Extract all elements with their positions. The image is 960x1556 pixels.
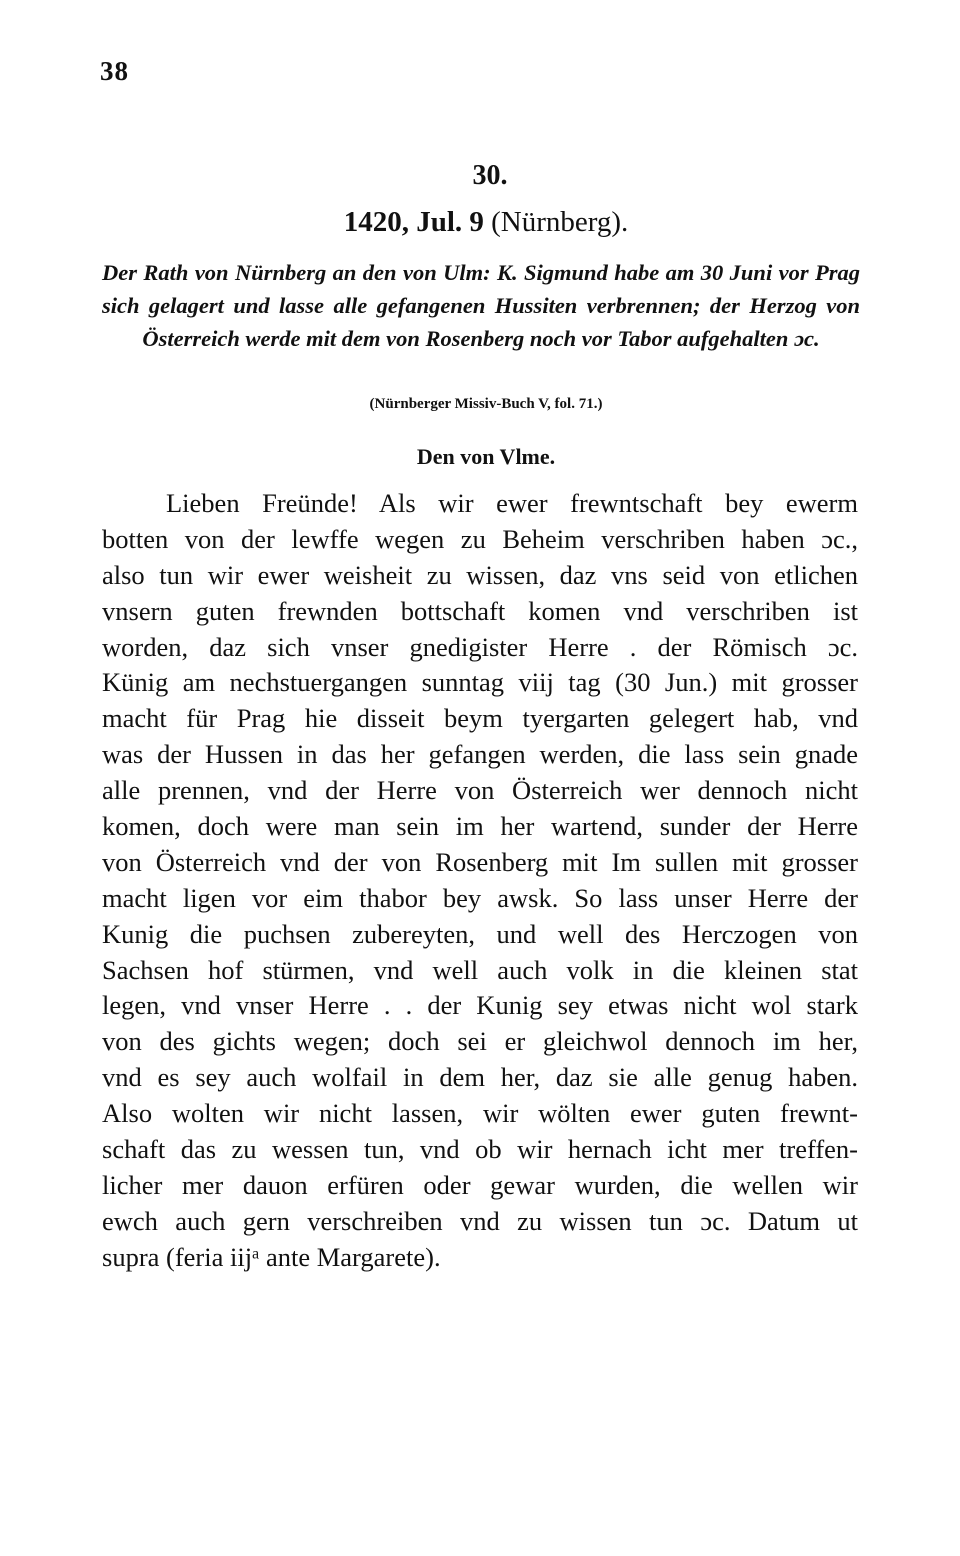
body-line: von des gichts wegen; doch sei er gleichwol dennoch im her,	[102, 1026, 858, 1057]
body-line: schaft das zu wessen tun, vnd ob wir hernach icht mer treffen-	[102, 1134, 858, 1165]
source-citation: (Nürnberger Missiv-Buch V, fol. 71.)	[369, 396, 603, 412]
body-line: Sachsen hof stürmen, vnd well auch volk in die kleinen stat	[102, 954, 858, 985]
document-number: 30.	[472, 160, 508, 191]
body-line: Kunig die puchsen zubereyten, und well des Herczogen von	[102, 918, 858, 949]
body-line: macht für Prag hie disseit beym tyergarten gelegert hab, vnd	[102, 703, 858, 734]
body-line: vnsern guten frewnden bottschaft komen vnd verschriben ist	[102, 595, 858, 626]
body-line: Also wolten wir nicht lassen, wir wölten ewer guten frewnt-	[102, 1098, 858, 1129]
date-text: 1420, Jul. 9	[343, 206, 484, 238]
date-heading	[0, 206, 960, 239]
body-line: macht ligen vor eim thabor bey awsk. So lass unser Herre der	[102, 882, 858, 913]
body-line: supra (feria iijᵃ ante Margarete).	[102, 1241, 441, 1272]
summary-abstract: Der Rath von Nürnberg an den von Ulm: K. Sigmund habe am 30 Juni vor Prag sich gelagert und lasse alle gefangenen Hussiten verbrennen; der Herzog von Österreich werde mit dem von Rosenberg noch vor Tabor aufgehalten ɔc.	[102, 260, 860, 351]
body-line: legen, vnd vnser Herre . . der Kunig sey etwas nicht wol stark	[102, 990, 858, 1021]
body-line: ewch auch gern verschreiben vnd zu wissen tun ɔc. Datum ut	[102, 1205, 858, 1236]
letter-body	[102, 486, 858, 1276]
body-line: was der Hussen in das her gefangen werden, die lass sein gnade	[102, 739, 858, 770]
body-line: also tun wir ewer weisheit zu wissen, daz vns seid von etlichen	[102, 559, 858, 590]
body-line: vnd es sey auch wolfail in dem her, daz sie alle genug haben.	[102, 1062, 858, 1093]
body-line: Lieben Freünde! Als wir ewer frewntschaft bey ewerm	[166, 488, 858, 518]
place-text: (Nürnberg).	[491, 206, 629, 238]
body-line: von Österreich vnd der von Rosenberg mit Im sullen mit grosser	[102, 846, 858, 877]
page-number: 38	[100, 56, 129, 86]
body-line: botten von der lewffe wegen zu Beheim verschriben haben ɔc.,	[102, 523, 858, 554]
body-line: komen, doch were man sein im her wartend, sunder der Herre	[102, 811, 858, 842]
body-line: Künig am nechstuergangen sunntag viij tag (30 Jun.) mit grosser	[102, 667, 858, 698]
body-line: alle prennen, vnd der Herre von Österreich wer dennoch nicht	[102, 775, 858, 806]
body-line: worden, daz sich vnser gnedigister Herre . der Römisch ɔc.	[102, 631, 858, 662]
addressee-heading: Den von Vlme.	[416, 444, 556, 469]
body-line: licher mer dauon erfüren oder gewar wurden, die wellen wir	[102, 1169, 858, 1200]
